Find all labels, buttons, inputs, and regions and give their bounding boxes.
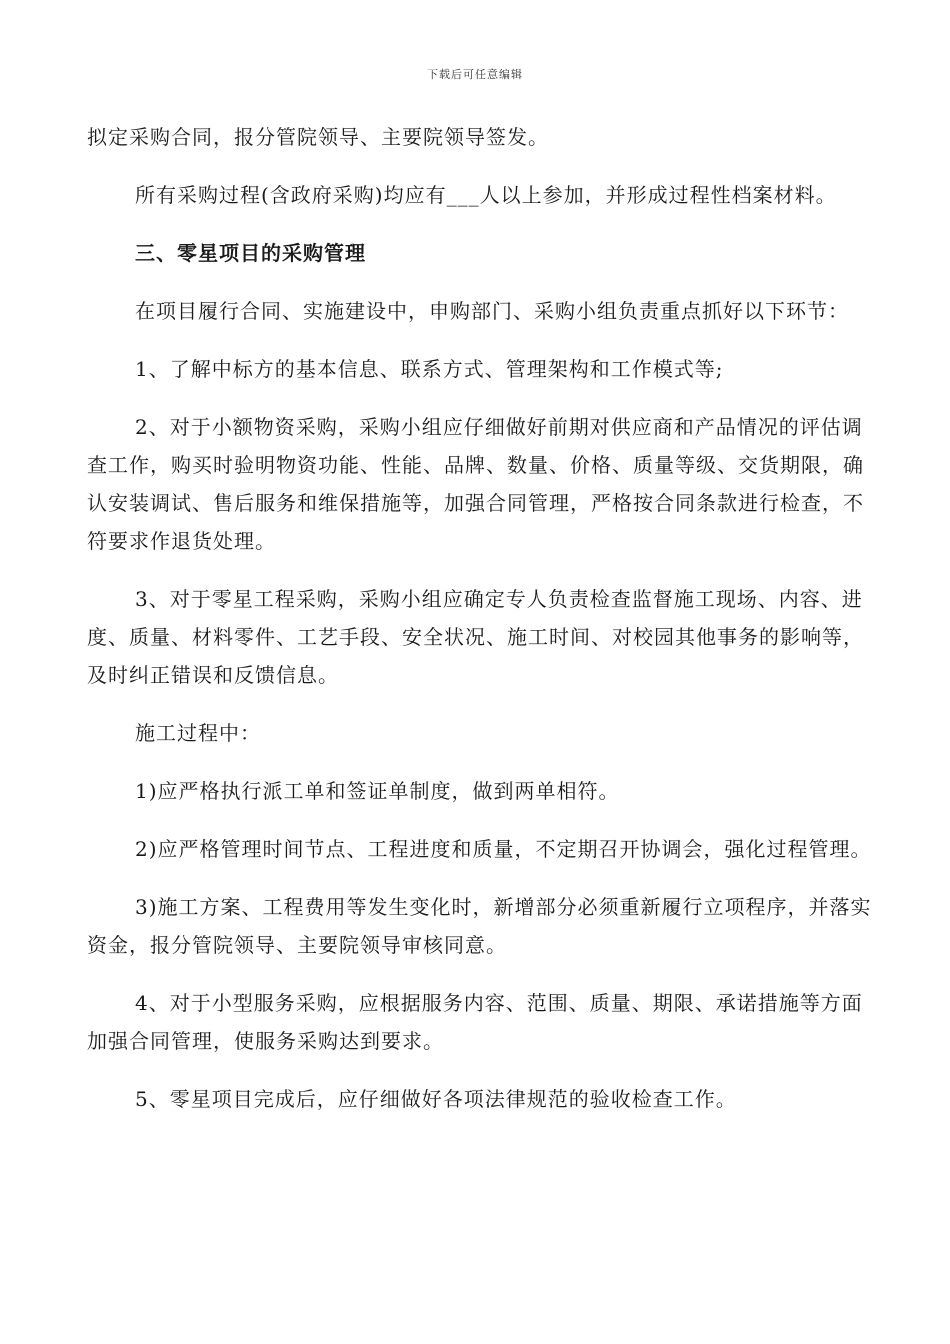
list-item-2: 2、对于小额物资采购，采购小组应仔细做好前期对供应商和产品情况的评估调查工作，购买时验明物资功能、性能、品牌、数量、价格、质量等级、交货期限，确认安装调试、售后服务和维保措施等，加强合同管理，严格按合同条款进行检查，不符要求作退货处理。 (87, 415, 864, 553)
sub-item-2: 2)应严格管理时间节点、工程进度和质量，不定期召开协调会，强化过程管理。 (135, 837, 872, 861)
sub-item-3: 3)施工方案、工程费用等发生变化时，新增部分必须重新履行立项程序，并落实资金，报分管院领导、主要院领导审核同意。 (87, 895, 872, 957)
list-item-5: 5、零星项目完成后，应仔细做好各项法律规范的验收检查工作。 (135, 1087, 737, 1111)
paragraph-construction: 施工过程中： (135, 721, 261, 745)
document-body (87, 118, 872, 1138)
paragraph-2: 所有采购过程(含政府采购)均应有___人以上参加，并形成过程性档案材料。 (135, 183, 837, 207)
paragraph-3: 在项目履行合同、实施建设中，申购部门、采购小组负责重点抓好以下环节： (135, 299, 849, 323)
list-item-3: 3、对于零星工程采购，采购小组应确定专人负责检查监督施工现场、内容、进度、质量、材料零件、工艺手段、安全状况、施工时间、对校园其他事务的影响等，及时纠正错误和反馈信息。 (87, 587, 864, 687)
list-item-4: 4、对于小型服务采购，应根据服务内容、范围、质量、期限、承诺措施等方面加强合同管理，使服务采购达到要求。 (87, 991, 863, 1053)
section-heading: 三、零星项目的采购管理 (135, 241, 366, 265)
page-header: 下载后可任意编辑 (427, 68, 523, 81)
paragraph-1: 拟定采购合同，报分管院领导、主要院领导签发。 (87, 125, 549, 149)
sub-item-1: 1)应严格执行派工单和签证单制度，做到两单相符。 (135, 779, 620, 803)
list-item-1: 1、了解中标方的基本信息、联系方式、管理架构和工作模式等; (135, 357, 724, 381)
